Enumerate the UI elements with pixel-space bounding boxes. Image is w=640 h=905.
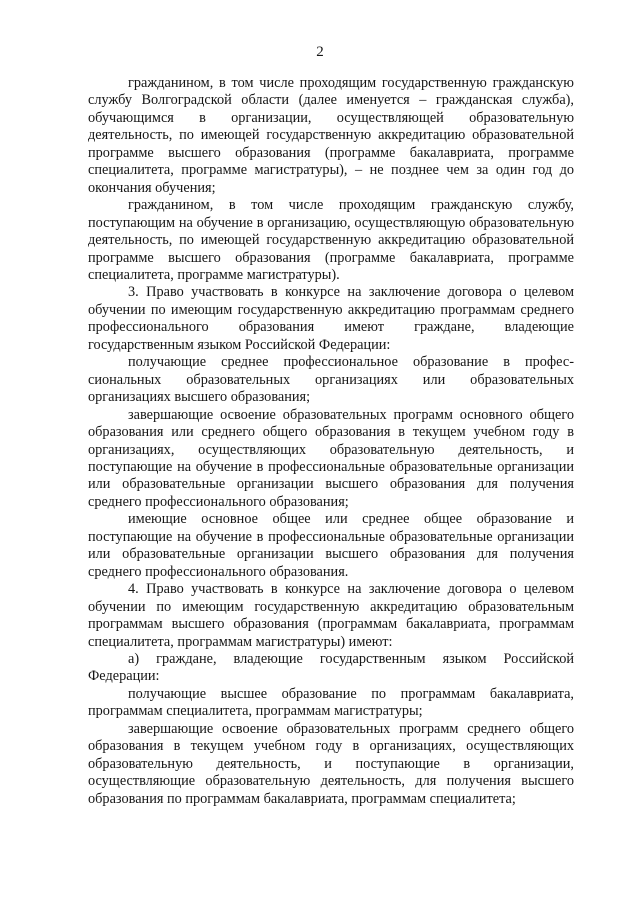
subsection-a-paragraph: а) граждане, владеющие государственным языком Российской Федерации: bbox=[88, 650, 574, 685]
paragraph: завершающие освоение образовательных программ среднего общего образования в текущем учебном году в организациях, осуществляющих образовательную деятельность, и поступающие в организации, осуществляющие образовательную деятельность, для получения высшего образования по программам бакалавриата, программам специалитета; bbox=[88, 720, 574, 807]
paragraph: имеющие основное общее или среднее общее образование и поступающие на обучение в профессиональные образовательные организации или образовательные организации высшего образования для получения среднего профессионального образования. bbox=[88, 511, 574, 580]
paragraph: завершающие освоение образовательных программ основного общего образования или среднего общего образования в текущем учебном году в организациях, осуществляющих образовательную деятельность, и поступающие на обучение в профессиональные образовательные организации или образовательные организации высшего образования для получения среднего профессионального образования; bbox=[88, 406, 574, 510]
paragraph: получающие среднее профессиональное образование в профессиональных образовательных организациях или образовательных организациях высшего образования; bbox=[88, 354, 574, 406]
document-body bbox=[88, 75, 574, 808]
paragraph: получающие высшее образование по программам бакалавриата, программам специалитета, программам магистратуры; bbox=[88, 685, 574, 720]
paragraph: гражданином, в том числе проходящим государственную гражданскую службу Волгоградской области (далее именуется – гражданская служба), обучающимся в организации, осуществляющей образовательную деятельность, по имеющей государственную аккредитацию образовательной программе высшего образования (программе бакалавриата, программе специалитета, программе магистратуры), – не позднее чем за один год до окончания обучения; bbox=[88, 75, 574, 196]
section-3-paragraph: 3. Право участвовать в конкурсе на заключение договора о целевом обучении по имеющим государственную аккредитацию программам среднего профессионального образования имеют граждане, владеющие государственным языком Российской Федерации: bbox=[88, 284, 574, 353]
paragraph: гражданином, в том числе проходящим гражданскую службу, поступающим на обучение в организацию, осуществляющую образовательную деятельность, по имеющей государственную аккредитацию образовательной программе высшего образования (программе бакалавриата, программе специалитета, программе магистратуры). bbox=[88, 197, 574, 283]
section-4-paragraph: 4. Право участвовать в конкурсе на заключение договора о целевом обучении по имеющим государственную аккредитацию образовательным программам высшего образования (программам бакалавриата, программам специалитета, программам магистратуры) имеют: bbox=[88, 581, 574, 650]
page-number: 2 bbox=[316, 44, 324, 60]
